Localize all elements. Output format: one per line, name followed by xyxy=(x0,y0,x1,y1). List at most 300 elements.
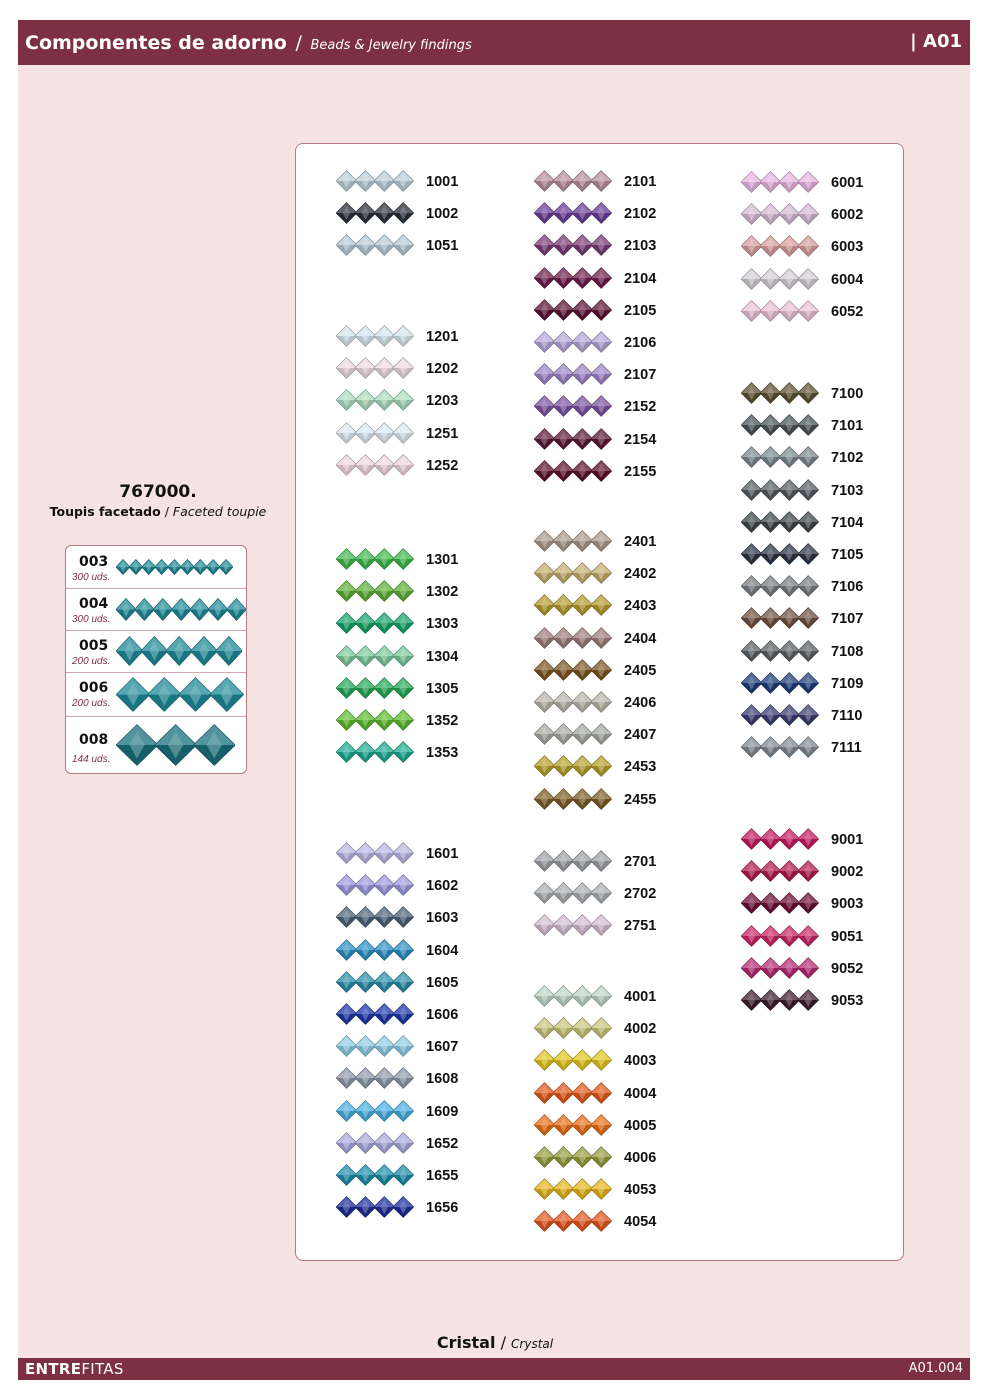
color-code: 7101 xyxy=(831,418,864,435)
color-beads xyxy=(336,1164,414,1191)
bead-icon xyxy=(393,581,414,602)
color-beads xyxy=(336,1003,414,1030)
bead-strip xyxy=(336,842,414,864)
bead-icon xyxy=(553,1114,574,1135)
bead-icon xyxy=(553,627,574,648)
bead-icon xyxy=(572,235,593,256)
bead-icon xyxy=(355,422,376,443)
bead-icon xyxy=(153,598,173,620)
color-code: 1352 xyxy=(426,713,459,729)
color-code: 6052 xyxy=(831,303,864,320)
color-beads xyxy=(534,562,612,589)
color-code: 1608 xyxy=(426,1071,459,1088)
color-code: 1251 xyxy=(426,425,459,442)
color-beads xyxy=(336,939,414,966)
bead-icon xyxy=(591,1082,612,1103)
bead-icon xyxy=(374,1036,395,1057)
bead-strip xyxy=(336,202,414,224)
bead-icon xyxy=(374,203,395,224)
bead-icon xyxy=(741,861,762,882)
bead-icon xyxy=(798,705,819,726)
bead-icon xyxy=(226,598,246,620)
bead-icon xyxy=(760,925,781,946)
bead-strip xyxy=(741,446,819,468)
bead-strip xyxy=(116,724,235,766)
color-code: 2155 xyxy=(624,463,657,480)
bead-icon xyxy=(336,710,357,731)
product-name-en: Faceted toupie xyxy=(172,504,267,519)
color-code: 2751 xyxy=(624,918,657,935)
color-code: 7100 xyxy=(831,386,864,402)
color-code: 1602 xyxy=(426,878,459,895)
bead-icon xyxy=(193,560,207,575)
color-code: 1201 xyxy=(426,329,459,345)
bead-icon xyxy=(534,659,555,680)
bead-icon xyxy=(374,971,395,992)
color-beads xyxy=(741,575,819,602)
color-code: 4001 xyxy=(624,989,657,1005)
bead-icon xyxy=(779,447,800,468)
bead-icon xyxy=(336,171,357,192)
bead-icon xyxy=(798,990,819,1011)
bead-icon xyxy=(355,710,376,731)
bead-icon xyxy=(155,560,169,575)
bead-strip xyxy=(534,267,612,289)
bead-icon xyxy=(741,236,762,257)
bead-icon xyxy=(760,172,781,193)
bead-strip xyxy=(534,234,612,256)
bead-strip xyxy=(336,234,414,256)
color-code: 2103 xyxy=(624,238,657,255)
color-beads xyxy=(741,414,819,441)
bead-icon xyxy=(591,235,612,256)
bead-icon xyxy=(534,563,555,584)
bead-icon xyxy=(553,883,574,904)
color-code: 2406 xyxy=(624,695,657,711)
bead-icon xyxy=(355,203,376,224)
size-beads xyxy=(116,724,235,771)
bead-icon xyxy=(741,268,762,289)
bead-icon xyxy=(779,737,800,758)
bead-icon xyxy=(553,171,574,192)
color-code: 2404 xyxy=(624,630,657,647)
color-code: 2453 xyxy=(624,759,657,776)
color-code: 1051 xyxy=(426,238,459,255)
bead-icon xyxy=(355,1036,376,1057)
color-beads xyxy=(534,331,612,358)
bead-strip xyxy=(534,1210,612,1232)
bead-icon xyxy=(591,788,612,809)
color-code: 6003 xyxy=(831,239,864,256)
bead-icon xyxy=(572,1018,593,1039)
bead-icon xyxy=(760,479,781,500)
bead-icon xyxy=(374,710,395,731)
bead-icon xyxy=(534,1179,555,1200)
bead-strip xyxy=(116,677,244,712)
bead-icon xyxy=(553,788,574,809)
section-title: Componentes de adorno xyxy=(25,32,287,54)
bead-icon xyxy=(591,267,612,288)
color-code: 2405 xyxy=(624,662,657,679)
bead-icon xyxy=(534,1114,555,1135)
bead-icon xyxy=(779,576,800,597)
bead-icon xyxy=(553,1147,574,1168)
bead-icon xyxy=(779,640,800,661)
bead-icon xyxy=(336,1004,357,1025)
bead-strip xyxy=(741,382,819,404)
bead-strip xyxy=(534,788,612,810)
bead-strip xyxy=(741,640,819,662)
color-code: 9003 xyxy=(831,896,864,913)
bead-icon xyxy=(553,364,574,385)
color-code: 2105 xyxy=(624,302,657,319)
bead-icon xyxy=(572,1179,593,1200)
bead-icon xyxy=(336,1036,357,1057)
color-code: 4054 xyxy=(624,1214,657,1231)
bead-icon xyxy=(393,677,414,698)
bead-strip xyxy=(336,170,414,192)
bead-icon xyxy=(591,203,612,224)
bead-icon xyxy=(760,300,781,321)
bead-icon xyxy=(393,843,414,864)
bead-icon xyxy=(760,447,781,468)
color-beads xyxy=(534,1082,612,1109)
color-beads xyxy=(741,828,819,855)
bead-icon xyxy=(374,875,395,896)
bead-icon xyxy=(798,447,819,468)
bead-icon xyxy=(336,1068,357,1089)
size-row xyxy=(66,716,246,773)
bead-icon xyxy=(553,986,574,1007)
bead-icon xyxy=(798,672,819,693)
bead-icon xyxy=(760,383,781,404)
bead-icon xyxy=(779,608,800,629)
bead-icon xyxy=(741,383,762,404)
bead-icon xyxy=(779,172,800,193)
color-beads xyxy=(534,1146,612,1173)
color-code: 4004 xyxy=(624,1085,657,1102)
bead-icon xyxy=(355,843,376,864)
bead-icon xyxy=(534,235,555,256)
bead-icon xyxy=(591,915,612,936)
color-code: 2106 xyxy=(624,335,657,351)
bead-icon xyxy=(116,637,143,666)
bead-strip xyxy=(534,428,612,450)
size-quantity: 200 uds. xyxy=(72,698,111,709)
bead-icon xyxy=(116,724,158,765)
bead-icon xyxy=(355,875,376,896)
footer-bar xyxy=(18,1358,970,1380)
bead-icon xyxy=(741,829,762,850)
bead-icon xyxy=(534,460,555,481)
bead-icon xyxy=(393,971,414,992)
color-code: 1652 xyxy=(426,1135,459,1152)
bead-icon xyxy=(591,563,612,584)
size-quantity: 200 uds. xyxy=(72,656,111,667)
bead-icon xyxy=(393,742,414,763)
bead-icon xyxy=(572,299,593,320)
color-code: 1302 xyxy=(426,584,459,601)
bead-icon xyxy=(179,677,213,711)
bead-icon xyxy=(393,422,414,443)
bead-icon xyxy=(553,756,574,777)
color-code: 1203 xyxy=(426,393,459,410)
bead-icon xyxy=(534,595,555,616)
color-beads xyxy=(336,325,414,352)
bead-icon xyxy=(572,659,593,680)
bead-icon xyxy=(779,925,800,946)
bead-strip xyxy=(741,235,819,257)
bead-icon xyxy=(336,390,357,411)
bead-icon xyxy=(779,893,800,914)
color-beads xyxy=(336,971,414,998)
bead-icon xyxy=(760,861,781,882)
bead-strip xyxy=(336,422,414,444)
color-code: 1305 xyxy=(426,680,459,697)
bead-strip xyxy=(534,530,612,552)
bead-strip xyxy=(534,850,612,872)
bead-icon xyxy=(779,236,800,257)
material-separator: / xyxy=(500,1333,506,1352)
bead-icon xyxy=(336,613,357,634)
bead-icon xyxy=(572,332,593,353)
bead-icon xyxy=(572,203,593,224)
bead-icon xyxy=(591,756,612,777)
bead-icon xyxy=(553,235,574,256)
bead-strip xyxy=(534,1178,612,1200)
size-quantity: 300 uds. xyxy=(72,572,111,583)
color-beads xyxy=(336,874,414,901)
bead-icon xyxy=(779,672,800,693)
bead-strip xyxy=(741,989,819,1011)
bead-strip xyxy=(741,171,819,193)
bead-icon xyxy=(572,460,593,481)
size-row-divider xyxy=(66,630,246,631)
color-code: 1606 xyxy=(426,1007,459,1023)
bead-icon xyxy=(534,627,555,648)
color-code: 2455 xyxy=(624,791,657,808)
bead-icon xyxy=(591,364,612,385)
bead-icon xyxy=(553,1082,574,1103)
size-code: 006 xyxy=(79,680,109,696)
bead-icon xyxy=(355,1132,376,1153)
bead-icon xyxy=(374,549,395,570)
bead-strip xyxy=(336,677,414,699)
color-beads xyxy=(336,709,414,736)
bead-icon xyxy=(374,1068,395,1089)
bead-icon xyxy=(591,1018,612,1039)
section-code: | A01 xyxy=(910,31,962,52)
bead-icon xyxy=(355,907,376,928)
bead-icon xyxy=(534,915,555,936)
bead-icon xyxy=(374,1197,395,1218)
color-beads xyxy=(336,906,414,933)
size-row-divider xyxy=(66,716,246,717)
bead-icon xyxy=(355,1068,376,1089)
bead-icon xyxy=(798,640,819,661)
color-code: 1609 xyxy=(426,1103,459,1120)
bead-icon xyxy=(760,511,781,532)
color-beads xyxy=(336,1100,414,1127)
bead-strip xyxy=(534,395,612,417)
bead-icon xyxy=(798,172,819,193)
color-code: 1655 xyxy=(426,1168,459,1184)
bead-icon xyxy=(779,204,800,225)
bead-icon xyxy=(553,851,574,872)
color-beads xyxy=(534,395,612,422)
bead-strip xyxy=(534,331,612,353)
color-beads xyxy=(534,299,612,326)
color-beads xyxy=(534,627,612,654)
color-code: 6004 xyxy=(831,271,864,288)
color-code: 1604 xyxy=(426,942,459,959)
bead-icon xyxy=(336,677,357,698)
bead-icon xyxy=(760,608,781,629)
bead-icon xyxy=(779,300,800,321)
color-beads xyxy=(534,202,612,229)
bead-icon xyxy=(572,788,593,809)
color-beads xyxy=(336,389,414,416)
color-beads xyxy=(741,446,819,473)
bead-icon xyxy=(798,893,819,914)
color-code: 7106 xyxy=(831,579,864,596)
bead-icon xyxy=(374,358,395,379)
color-code: 4053 xyxy=(624,1182,657,1199)
bead-icon xyxy=(534,788,555,809)
size-table xyxy=(65,545,247,774)
bead-strip xyxy=(741,957,819,979)
color-beads xyxy=(336,548,414,575)
bead-strip xyxy=(336,325,414,347)
bead-icon xyxy=(393,645,414,666)
color-code: 1603 xyxy=(426,910,459,927)
color-code: 2152 xyxy=(624,399,657,416)
color-code: 7109 xyxy=(831,675,864,692)
bead-icon xyxy=(393,710,414,731)
bead-icon xyxy=(393,1004,414,1025)
bead-icon xyxy=(534,883,555,904)
bead-icon xyxy=(374,581,395,602)
bead-icon xyxy=(591,659,612,680)
bead-strip xyxy=(336,939,414,961)
bead-strip xyxy=(741,892,819,914)
color-beads xyxy=(534,1178,612,1205)
color-code: 1002 xyxy=(426,206,459,223)
color-beads xyxy=(741,543,819,570)
bead-icon xyxy=(741,893,762,914)
bead-icon xyxy=(572,267,593,288)
bead-icon xyxy=(760,737,781,758)
bead-icon xyxy=(393,235,414,256)
bead-strip xyxy=(336,1003,414,1025)
color-beads xyxy=(534,530,612,557)
bead-strip xyxy=(336,454,414,476)
color-beads xyxy=(336,454,414,481)
bead-icon xyxy=(534,1082,555,1103)
bead-icon xyxy=(374,326,395,347)
bead-icon xyxy=(553,396,574,417)
bead-strip xyxy=(336,971,414,993)
bead-icon xyxy=(355,1004,376,1025)
header-bar xyxy=(18,20,970,65)
bead-icon xyxy=(393,1132,414,1153)
bead-icon xyxy=(374,171,395,192)
bead-icon xyxy=(741,576,762,597)
size-row-divider xyxy=(66,588,246,589)
bead-icon xyxy=(374,645,395,666)
bead-icon xyxy=(741,957,762,978)
color-beads xyxy=(336,677,414,704)
color-beads xyxy=(534,267,612,294)
bead-icon xyxy=(355,971,376,992)
bead-icon xyxy=(760,544,781,565)
size-row xyxy=(66,672,246,716)
bead-icon xyxy=(116,598,136,620)
bead-icon xyxy=(591,883,612,904)
size-beads xyxy=(116,598,246,626)
color-beads xyxy=(534,234,612,261)
color-beads xyxy=(534,170,612,197)
bead-icon xyxy=(572,428,593,449)
bead-icon xyxy=(180,560,194,575)
bead-icon xyxy=(374,613,395,634)
bead-strip xyxy=(534,723,612,745)
bead-icon xyxy=(355,677,376,698)
bead-icon xyxy=(741,608,762,629)
color-beads xyxy=(741,382,819,409)
bead-icon xyxy=(760,236,781,257)
bead-icon xyxy=(798,957,819,978)
bead-icon xyxy=(553,428,574,449)
color-code: 2702 xyxy=(624,886,657,903)
bead-icon xyxy=(534,171,555,192)
bead-icon xyxy=(534,531,555,552)
bead-icon xyxy=(534,724,555,745)
bead-icon xyxy=(553,659,574,680)
bead-icon xyxy=(215,637,242,666)
bead-icon xyxy=(355,645,376,666)
color-code: 2102 xyxy=(624,206,657,223)
color-code: 2402 xyxy=(624,566,657,583)
color-beads xyxy=(741,268,819,295)
bead-icon xyxy=(534,851,555,872)
bead-icon xyxy=(336,939,357,960)
bead-icon xyxy=(553,1050,574,1071)
bead-icon xyxy=(336,907,357,928)
bead-icon xyxy=(553,1211,574,1232)
bead-icon xyxy=(779,383,800,404)
footer-title xyxy=(0,1333,990,1352)
bead-icon xyxy=(355,581,376,602)
bead-strip xyxy=(116,598,246,621)
bead-icon xyxy=(553,531,574,552)
bead-icon xyxy=(355,549,376,570)
bead-icon xyxy=(553,332,574,353)
color-beads xyxy=(336,645,414,672)
color-beads xyxy=(534,1114,612,1141)
bead-icon xyxy=(798,576,819,597)
bead-strip xyxy=(534,691,612,713)
bead-strip xyxy=(741,925,819,947)
bead-icon xyxy=(534,332,555,353)
bead-icon xyxy=(572,851,593,872)
color-code: 1001 xyxy=(426,174,459,190)
bead-icon xyxy=(374,422,395,443)
bead-icon xyxy=(741,737,762,758)
bead-icon xyxy=(741,705,762,726)
bead-icon xyxy=(591,299,612,320)
bead-strip xyxy=(741,268,819,290)
